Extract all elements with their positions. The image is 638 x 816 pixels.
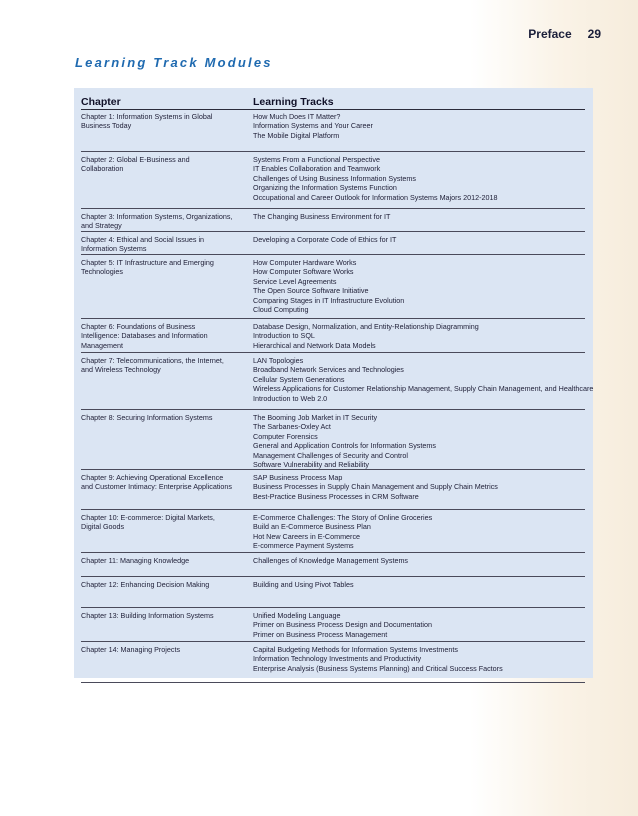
learning-track-item: Wireless Applications for Customer Relationship Management, Supply Chain Management, and Healthcare <box>253 384 594 394</box>
learning-track-item: Introduction to SQL <box>253 331 315 341</box>
learning-tracks-column-header: Learning Tracks <box>253 96 334 108</box>
learning-track-item: The Open Source Software Initiative <box>253 286 369 296</box>
chapter-cell: Chapter 8: Securing Information Systems <box>81 413 213 422</box>
learning-track-item: Challenges of Using Business Information Systems <box>253 173 416 183</box>
learning-tracks-cell <box>253 112 585 151</box>
learning-tracks-cell <box>253 413 585 469</box>
table-row <box>81 410 585 470</box>
table-row <box>81 470 585 510</box>
learning-track-item: Best-Practice Business Processes in CRM Software <box>253 491 419 501</box>
learning-track-item: Comparing Stages in IT Infrastructure Evolution <box>253 295 405 305</box>
chapter-cell: Chapter 7: Telecommunications, the Internet, and Wireless Technology <box>81 356 224 375</box>
table-row <box>81 553 585 577</box>
learning-track-item: LAN Topologies <box>253 356 304 365</box>
learning-track-table <box>74 88 593 678</box>
learning-track-item: Building and Using Pivot Tables <box>253 580 354 589</box>
chapter-cell: Chapter 12: Enhancing Decision Making <box>81 580 210 589</box>
learning-track-item: The Booming Job Market in IT Security <box>253 413 378 422</box>
learning-tracks-cell <box>253 513 585 552</box>
table-row <box>81 353 594 410</box>
learning-track-item: Service Level Agreements <box>253 276 337 286</box>
table-header <box>81 93 585 110</box>
learning-track-item: Management Challenges of Security and Control <box>253 450 409 460</box>
learning-track-item: Information Technology Investments and Productivity <box>253 654 422 664</box>
learning-track-item: Database Design, Normalization, and Entity-Relationship Diagramming <box>253 322 479 331</box>
learning-track-item: Computer Forensics <box>253 431 318 441</box>
learning-track-item: Software Vulnerability and Reliability <box>253 460 369 470</box>
learning-track-item: Organizing the Information Systems Function <box>253 183 397 193</box>
learning-track-item: Unified Modeling Language <box>253 611 341 620</box>
learning-track-item: Build an E-Commerce Business Plan <box>253 522 371 532</box>
learning-track-item: SAP Business Process Map <box>253 473 343 482</box>
learning-track-item: E-commerce Payment Systems <box>253 541 354 551</box>
learning-track-item: Hot New Careers in E-Commerce <box>253 531 361 541</box>
learning-tracks-cell <box>253 556 585 576</box>
learning-track-item: General and Application Controls for Information Systems <box>253 441 436 451</box>
learning-track-item: How Computer Software Works <box>253 267 354 277</box>
learning-tracks-cell <box>253 322 585 352</box>
learning-track-item: E-Commerce Challenges: The Story of Online Groceries <box>253 513 433 522</box>
learning-tracks-cell <box>253 258 585 318</box>
learning-tracks-cell <box>253 235 585 254</box>
chapter-column-header: Chapter <box>81 96 121 108</box>
table-row <box>81 152 585 209</box>
learning-track-item: How Computer Hardware Works <box>253 258 357 267</box>
page-number: 29 <box>587 27 601 41</box>
section-title: Learning Track Modules <box>75 55 273 70</box>
chapter-cell: Chapter 6: Foundations of Business Intelligence: Databases and Information Management <box>81 322 208 350</box>
chapter-cell: Chapter 13: Building Information Systems <box>81 611 214 620</box>
learning-track-item: Business Processes in Supply Chain Management and Supply Chain Metrics <box>253 482 498 492</box>
learning-tracks-cell <box>253 645 585 682</box>
table-row <box>81 577 585 608</box>
learning-tracks-cell <box>253 155 585 208</box>
chapter-cell: Chapter 14: Managing Projects <box>81 645 181 654</box>
chapter-cell: Chapter 5: IT Infrastructure and Emerging Technologies <box>81 258 214 277</box>
table-row <box>81 110 585 152</box>
chapter-cell: Chapter 2: Global E-Business and Collaboration <box>81 155 190 174</box>
learning-track-item: Information Systems and Your Career <box>253 121 373 131</box>
chapter-cell: Chapter 4: Ethical and Social Issues in Information Systems <box>81 235 205 254</box>
learning-track-item: Cellular System Generations <box>253 374 345 384</box>
learning-tracks-cell <box>253 473 585 509</box>
learning-track-item: Developing a Corporate Code of Ethics for IT <box>253 235 397 244</box>
learning-track-item: The Sarbanes-Oxley Act <box>253 422 331 432</box>
learning-tracks-cell <box>253 212 585 231</box>
learning-track-item: IT Enables Collaboration and Teamwork <box>253 164 381 174</box>
learning-track-item: The Changing Business Environment for IT <box>253 212 391 221</box>
table-row <box>81 209 585 232</box>
chapter-cell: Chapter 9: Achieving Operational Excellence and Customer Intimacy: Enterprise Applications <box>81 473 233 492</box>
learning-tracks-cell <box>253 580 585 607</box>
learning-track-item: Introduction to Web 2.0 <box>253 393 328 403</box>
learning-track-item: Primer on Business Process Design and Documentation <box>253 620 432 630</box>
running-head <box>528 27 601 41</box>
learning-track-item: Hierarchical and Network Data Models <box>253 340 376 350</box>
running-head-section: Preface <box>528 27 572 41</box>
learning-track-item: How Much Does IT Matter? <box>253 112 341 121</box>
table-row <box>81 255 585 319</box>
learning-track-item: Cloud Computing <box>253 305 309 315</box>
table-row <box>81 319 585 353</box>
chapter-cell: Chapter 3: Information Systems, Organizations, and Strategy <box>81 212 233 231</box>
table-row <box>81 510 585 553</box>
learning-track-item: Capital Budgeting Methods for Information Systems Investments <box>253 645 458 654</box>
learning-tracks-cell <box>253 611 585 641</box>
chapter-cell: Chapter 1: Information Systems in Global Business Today <box>81 112 213 131</box>
learning-track-item: Systems From a Functional Perspective <box>253 155 381 164</box>
table-row <box>81 232 585 255</box>
learning-tracks-cell <box>253 356 593 409</box>
table-row <box>81 642 585 683</box>
table-row <box>81 608 585 642</box>
learning-track-item: Primer on Business Process Management <box>253 629 388 639</box>
learning-track-item: The Mobile Digital Platform <box>253 130 340 140</box>
learning-track-item: Challenges of Knowledge Management Systems <box>253 556 409 565</box>
learning-track-item: Enterprise Analysis (Business Systems Planning) and Critical Success Factors <box>253 663 503 673</box>
chapter-cell: Chapter 10: E-commerce: Digital Markets, Digital Goods <box>81 513 215 532</box>
chapter-cell: Chapter 11: Managing Knowledge <box>81 556 190 565</box>
learning-track-item: Broadband Network Services and Technologies <box>253 365 404 375</box>
learning-track-item: Occupational and Career Outlook for Information Systems Majors 2012-2018 <box>253 192 498 202</box>
table-body <box>81 110 594 683</box>
